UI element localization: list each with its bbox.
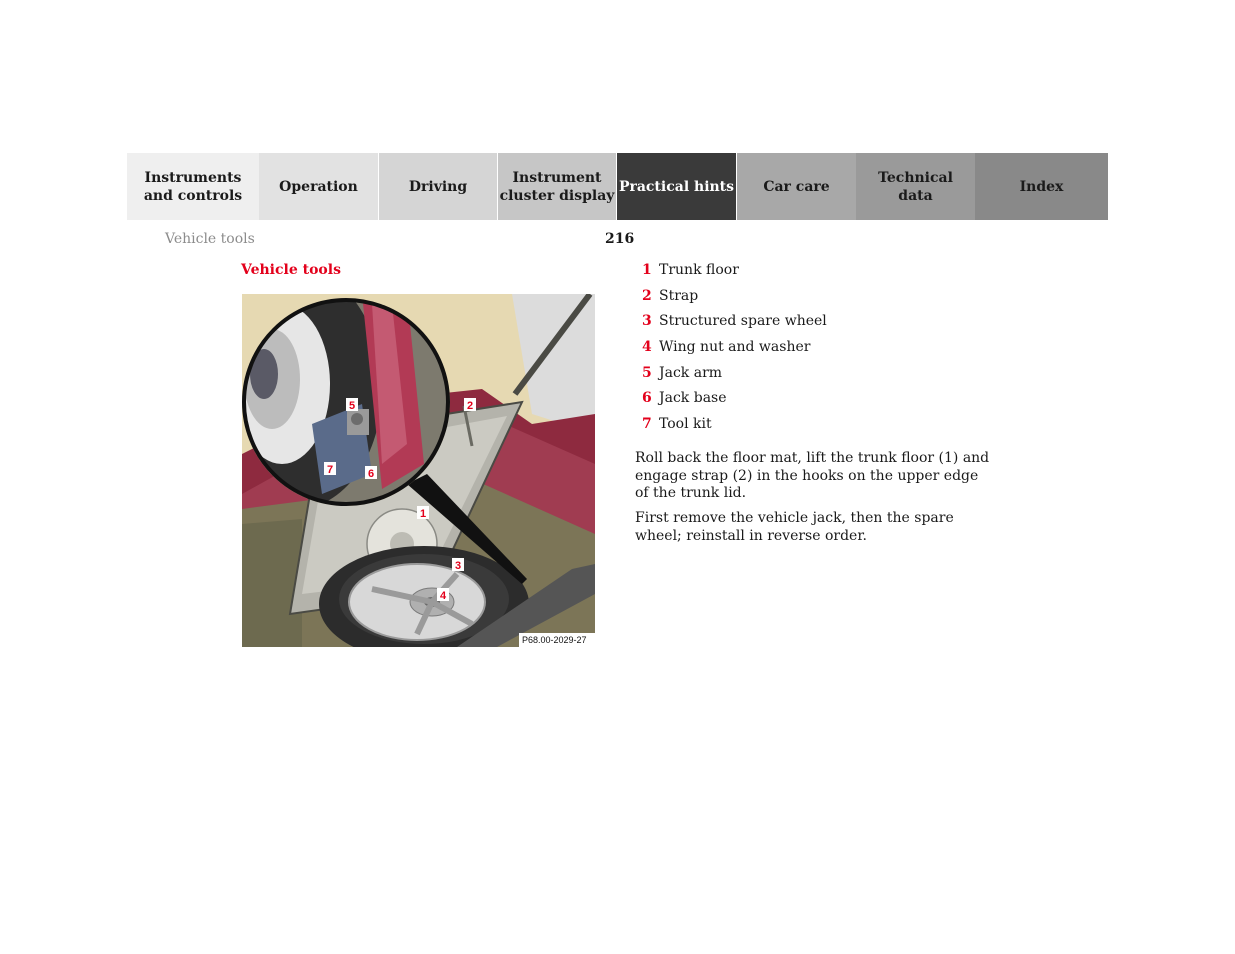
legend-text: Jack base: [659, 390, 727, 407]
legend-item: [637, 313, 827, 339]
figure-code: P68.00-2029-27: [522, 635, 587, 645]
instruction-paragraph-1: Roll back the floor mat, lift the trunk floor (1) and engage strap (2) in the hooks on the upper edge of the trunk lid.: [635, 450, 990, 501]
legend-number: 4: [642, 339, 652, 356]
legend-text: Trunk floor: [659, 262, 739, 278]
page-number: 216: [605, 231, 635, 247]
instruction-paragraph-2: First remove the vehicle jack, then the spare wheel; reinstall in reverse order.: [635, 510, 954, 544]
callout-7: 7: [326, 464, 334, 476]
legend-text: Structured spare wheel: [659, 313, 827, 330]
callout-6: 6: [367, 468, 375, 480]
legend-number: 6: [642, 390, 652, 407]
legend-item: [637, 339, 827, 365]
legend-text: Wing nut and washer: [659, 339, 811, 356]
legend-item: [637, 365, 827, 391]
legend-number: 1: [642, 262, 652, 278]
legend-item: [637, 390, 827, 416]
tab-index[interactable]: Index: [975, 153, 1108, 220]
trunk-illustration: [242, 294, 595, 647]
legend-item: [637, 288, 827, 314]
legend-text: Tool kit: [659, 416, 712, 433]
tab-technical-data[interactable]: Technical data: [856, 153, 975, 220]
callout-4: 4: [439, 590, 447, 602]
legend-item: [637, 262, 827, 288]
legend-item: [637, 416, 827, 442]
callout-2: 2: [466, 400, 474, 412]
callout-1: 1: [419, 508, 427, 520]
trunk-illustration-svg: [242, 294, 595, 647]
tab-instrument-cluster-display[interactable]: Instrument cluster display: [498, 153, 616, 220]
legend-text: Strap: [659, 287, 699, 304]
section-label: Vehicle tools: [165, 231, 255, 247]
legend-number: 3: [642, 313, 652, 330]
legend-number: 7: [642, 416, 652, 433]
tab-instruments-and-controls[interactable]: Instruments and controls: [127, 153, 259, 220]
callout-5: 5: [348, 400, 356, 412]
page-title: Vehicle tools: [241, 262, 341, 278]
tab-car-care[interactable]: Car care: [737, 153, 856, 220]
tab-operation[interactable]: Operation: [259, 153, 378, 220]
legend-number: 2: [642, 287, 652, 304]
tab-practical-hints[interactable]: Practical hints: [617, 153, 736, 220]
callout-3: 3: [454, 560, 462, 572]
legend-number: 5: [642, 364, 652, 381]
tab-driving[interactable]: Driving: [379, 153, 497, 220]
legend-text: Jack arm: [659, 364, 723, 381]
legend-list: [637, 262, 827, 442]
chapter-tabs: [127, 153, 1108, 220]
